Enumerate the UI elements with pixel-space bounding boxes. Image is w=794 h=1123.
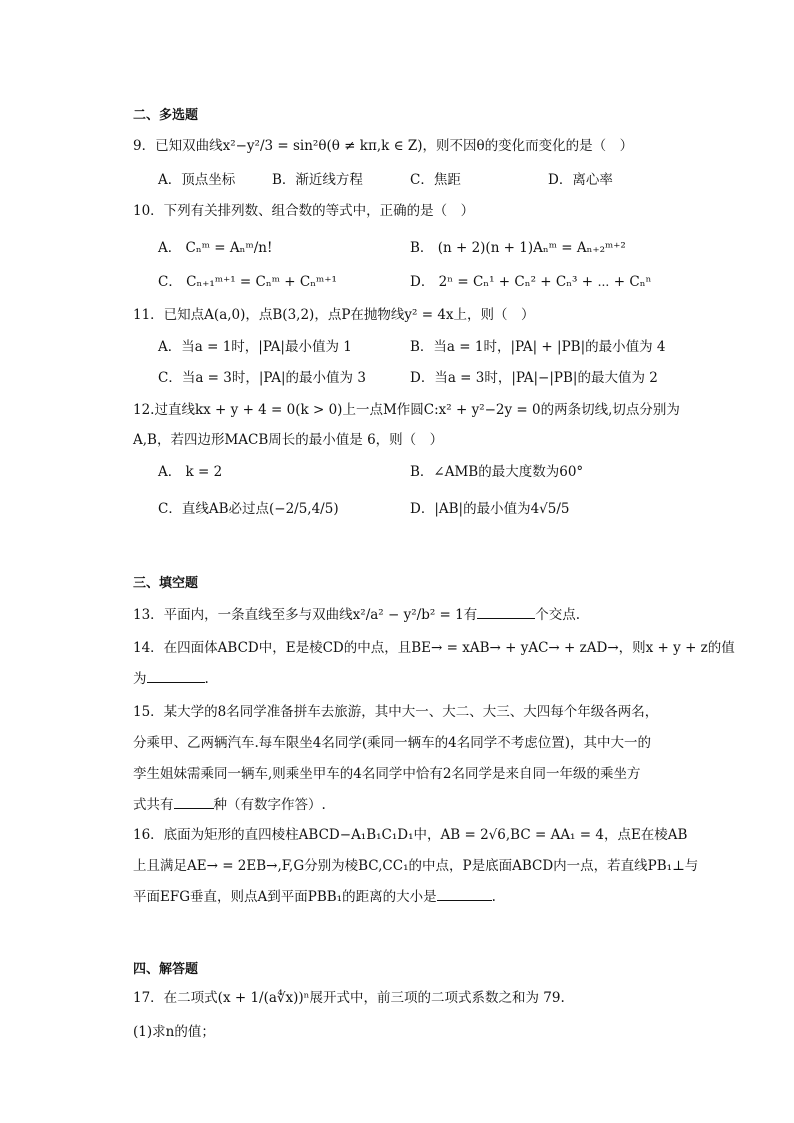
question-13-text-before: 13．平面内，一条直线至多与双曲线x²/a² − y²/b² = 1有 <box>133 607 478 623</box>
section-title-fill-in: 三、填空题 <box>133 576 199 591</box>
question-14-text-before: 为 <box>133 671 147 687</box>
question-13-text-after: 个交点. <box>535 607 581 623</box>
question-16-text-before: 平面EFG垂直，则点A到平面PBB₁的距离的大小是 <box>133 889 437 905</box>
question-15-line-4 <box>133 795 326 815</box>
question-9-option-a: A．顶点坐标 <box>158 172 236 188</box>
question-12-stem-line-1: 12.过直线kx + y + 4 = 0(k > 0)上一点M作圆C:x² + y²−2y = 0的两条切线,切点分别为 <box>133 402 680 418</box>
question-13 <box>133 605 580 625</box>
question-15-text-before: 式共有 <box>133 797 174 813</box>
question-11-option-a: A．当a = 1时，|PA|最小值为 1 <box>158 339 352 355</box>
question-10-option-a: A． Cₙᵐ = Aₙᵐ/n! <box>158 240 273 256</box>
question-10-option-c: C． Cₙ₊₁ᵐ⁺¹ = Cₙᵐ + Cₙᵐ⁺¹ <box>158 274 337 290</box>
question-12-option-c: C．直线AB必过点(−2/5,4/5) <box>158 501 339 517</box>
question-16-answer-blank <box>437 887 492 901</box>
question-14-line-2 <box>133 669 209 689</box>
question-16-line-1: 16．底面为矩形的直四棱柱ABCD−A₁B₁C₁D₁中，AB = 2√6,BC = AA₁ = 4，点E在棱AB <box>133 827 688 843</box>
question-15-line-3: 孪生姐妹需乘同一辆车,则乘坐甲车的4名同学中恰有2名同学是来自同一年级的乘坐方 <box>133 766 641 782</box>
question-11-option-d: D．当a = 3时，|PA|−|PB|的最大值为 2 <box>410 370 658 386</box>
question-11-option-c: C．当a = 3时，|PA|的最小值为 3 <box>158 370 366 386</box>
question-12-option-b: B．∠AMB的最大度数为60° <box>410 464 584 480</box>
question-14-answer-blank <box>147 669 205 683</box>
question-10-stem: 10．下列有关排列数、组合数的等式中，正确的是（ ） <box>133 203 475 219</box>
question-16-text-after: . <box>491 889 496 905</box>
question-12-stem-line-2: A,B，若四边形MACB周长的最小值是 6，则（ ） <box>133 432 444 448</box>
question-12-option-a: A． k = 2 <box>158 464 223 480</box>
question-11-stem: 11．已知点A(a,0)，点B(3,2)，点P在抛物线y² = 4x上，则（ ） <box>133 307 535 323</box>
question-9-stem: 9．已知双曲线x²−y²/3 = sin²θ(θ ≠ kπ,k ∈ Z)，则不因θ的变化而变化的是（ ） <box>133 138 634 154</box>
question-15-line-1: 15．某大学的8名同学准备拼车去旅游，其中大一、大二、大三、大四每个年级各两名， <box>133 704 659 720</box>
question-15-answer-blank <box>174 795 214 809</box>
question-15-text-after: 种（有数字作答）. <box>213 797 326 813</box>
question-15-line-2: 分乘甲、乙两辆汽车.每车限坐4名同学(乘同一辆车的4名同学不考虑位置)，其中大一的 <box>133 735 652 751</box>
question-9-option-d: D．离心率 <box>548 172 613 188</box>
question-13-answer-blank <box>477 605 535 619</box>
question-16-line-2: 上且满足AE→ = 2EB→,F,G分别为棱BC,CC₁的中点，P是底面ABCD内一点，若直线PB₁⊥与 <box>133 858 699 874</box>
question-12-option-d: D．|AB|的最小值为4√5/5 <box>410 501 570 517</box>
question-11-option-b: B．当a = 1时，|PA| + |PB|的最小值为 4 <box>410 339 666 355</box>
question-17-stem: 17．在二项式(x + 1/(a∜x))ⁿ展开式中，前三项的二项式系数之和为 79. <box>133 990 565 1006</box>
question-9-option-c: C．焦距 <box>410 172 461 188</box>
question-10-option-b: B． (n + 2)(n + 1)Aₙᵐ = Aₙ₊₂ᵐ⁺² <box>410 240 626 256</box>
question-14-text-after: . <box>204 671 209 687</box>
section-title-problems: 四、解答题 <box>133 962 199 977</box>
section-title-multiple-choice: 二、多选题 <box>133 108 199 123</box>
question-9-option-b: B．渐近线方程 <box>272 172 363 188</box>
question-10-option-d: D． 2ⁿ = Cₙ¹ + Cₙ² + Cₙ³ + ⋯ + Cₙⁿ <box>410 274 652 290</box>
question-14-line-1: 14．在四面体ABCD中，E是棱CD的中点，且BE→ = xAB→ + yAC→ + zAD→，则x + y + z的值 <box>133 640 735 656</box>
question-17-part-1: (1)求n的值； <box>133 1024 215 1040</box>
question-16-line-3 <box>133 887 496 907</box>
